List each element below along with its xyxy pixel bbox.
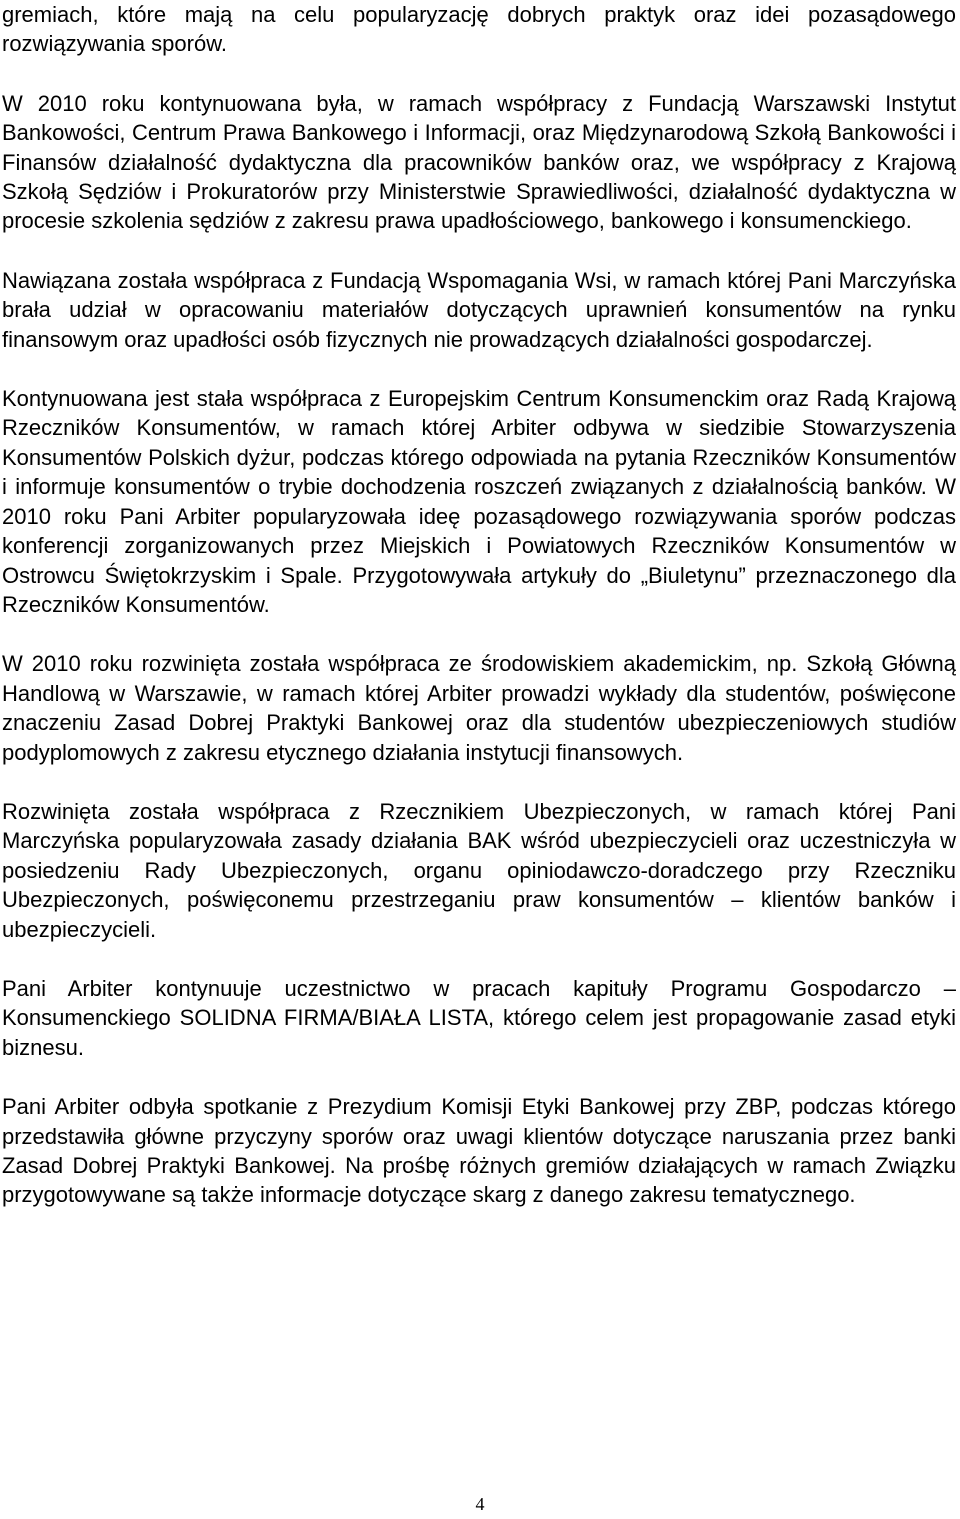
paragraph-insured-ombudsman: Rozwinięta została współpraca z Rzecznikiem Ubezpieczonych, w ramach której Pani Marczyńska popularyzowała zasady działania BAK wśród ubezpieczycieli oraz uczestniczyła w posiedzeniu Rady Ubezpieczonych, organu opiniodawczo-doradczego przy Rzeczniku Ubezpieczonych, poświęconemu przestrzeganiu praw konsumentów – klientów banków i ubezpieczycieli. — [2, 798, 956, 942]
paragraph-continuation: gremiach, które mają na celu popularyzację dobrych praktyk oraz idei pozasądowego rozwiązywania sporów. — [2, 2, 956, 57]
page-number: 4 — [475, 1494, 485, 1514]
document-body — [2, 0, 956, 1210]
paragraph-academic-cooperation: W 2010 roku rozwinięta została współpraca ze środowiskiem akademickim, np. Szkołą Główną Handlową w Warszawie, w ramach której Arbiter prowadzi wykłady dla studentów, poświęcone znaczeniu Zasad Dobrej Praktyki Bankowej oraz dla studentów ubezpieczeniowych studiów podyplomowych z zakresu etycznego działania instytucji finansowych. — [2, 651, 956, 765]
paragraph-ethics-commission: Pani Arbiter odbyła spotkanie z Prezydium Komisji Etyki Bankowej przy ZBP, podczas którego przedstawiła główne przyczyny sporów oraz uwagi klientów dotyczące naruszania przez banki Zasad Dobrej Praktyki Bankowej. Na prośbę różnych gremiów działających w ramach Związku przygotowywane są także informacje dotyczące skarg z danego zakresu tematycznego. — [2, 1094, 956, 1208]
paragraph-business-ethics: Pani Arbiter kontynuuje uczestnictwo w pracach kapituły Programu Gospodarczo – Konsumenckiego SOLIDNA FIRMA/BIAŁA LISTA, którego celem jest propagowanie zasad etyki biznesu. — [2, 975, 956, 1060]
paragraph-didactic-cooperation: W 2010 roku kontynuowana była, w ramach współpracy z Fundacją Warszawski Instytut Bankowości, Centrum Prawa Bankowego i Informacji, oraz Międzynarodową Szkołą Bankowości i Finansów działalność dydaktyczna dla pracowników banków oraz, we współpracy z Krajową Szkołą Sędziów i Prokuratorów przy Ministerstwie Sprawiedliwości, działalność dydaktyczna w procesie szkolenia sędziów z zakresu prawa upadłościowego, bankowego i konsumenckiego. — [2, 90, 956, 234]
paragraph-consumer-centre: Kontynuowana jest stała współpraca z Europejskim Centrum Konsumenckim oraz Radą Krajową Rzeczników Konsumentów, w ramach której Arbiter odbywa w siedzibie Stowarzyszenia Konsumentów Polskich dyżur, podczas którego odpowiada na pytania Rzeczników Konsumentów i informuje konsumentów o trybie dochodzenia roszczeń związanych z działalnością banków. W 2010 roku Pani Arbiter popularyzowała ideę pozasądowego rozwiązywania sporów podczas konferencji zorganizowanych przez Miejskich i Powiatowych Rzeczników Konsumentów w Ostrowcu Świętokrzyskim i Spale. Przygotowywała artykuły do „Biuletynu” przeznaczonego dla Rzeczników Konsumentów. — [2, 386, 956, 617]
paragraph-rural-foundation: Nawiązana została współpraca z Fundacją Wspomagania Wsi, w ramach której Pani Marczyńska brała udział w opracowaniu materiałów dotyczących uprawnień konsumentów na rynku finansowym oraz upadłości osób fizycznych nie prowadzących działalności gospodarczej. — [2, 267, 956, 352]
